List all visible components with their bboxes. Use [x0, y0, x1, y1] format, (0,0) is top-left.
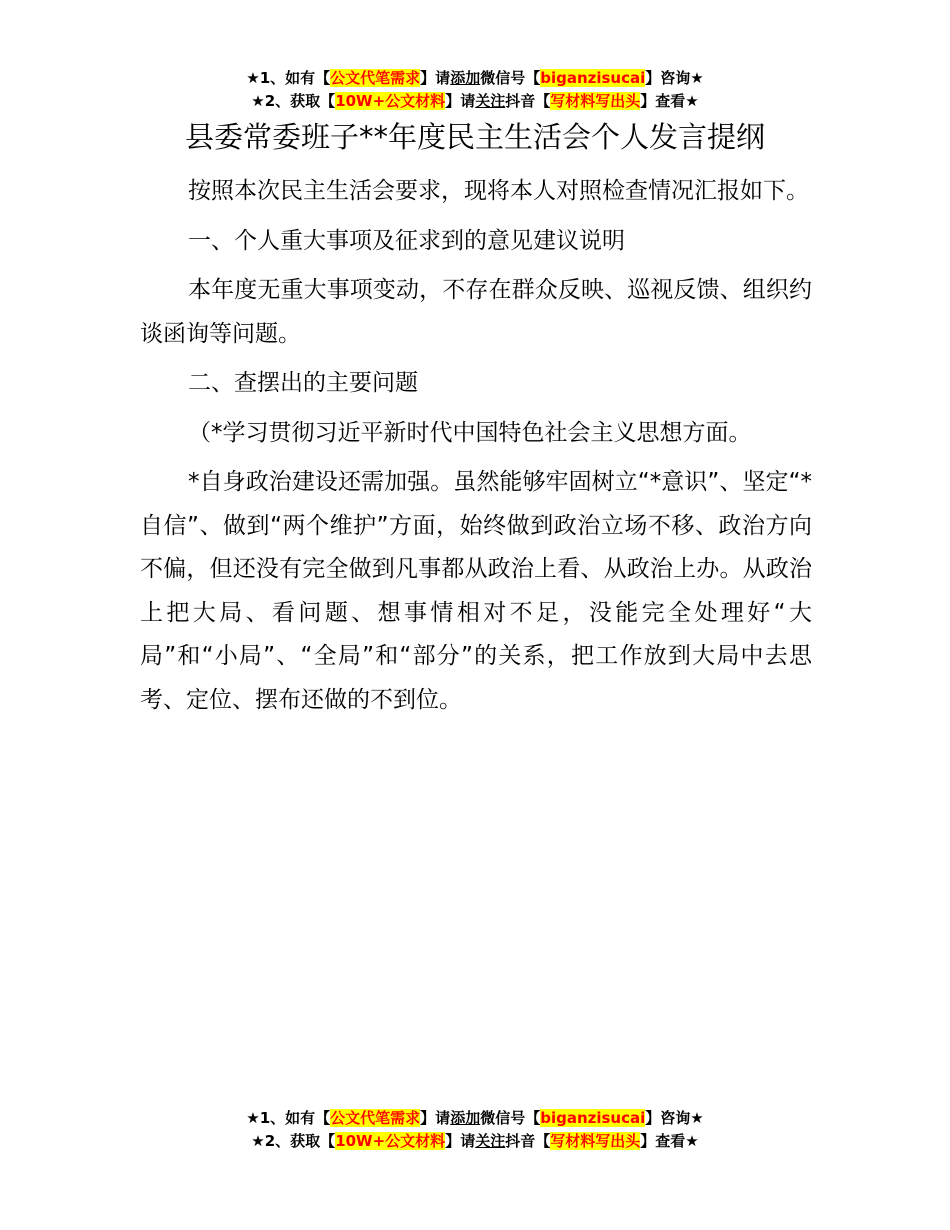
banner-highlight: 写材料写出头: [550, 1132, 641, 1150]
banner-highlight: biganzisucai: [540, 69, 646, 87]
banner-text: 】查看★: [640, 92, 699, 110]
footer-banner: [0, 1107, 950, 1153]
banner-text: ★2、获取【: [251, 1132, 336, 1150]
document-title: 县委常委班子**年度民主生活会个人发言提纲: [184, 120, 765, 154]
banner-emphasis: 关注: [475, 92, 506, 110]
paragraph-section-1: 本年度无重大事项变动，不存在群众反映、巡视反馈、组织约谈函询等问题。: [140, 277, 812, 347]
banner-line-2: [0, 90, 950, 113]
banner-text: 】请: [445, 1132, 476, 1150]
banner-highlight: biganzisucai: [540, 1109, 646, 1127]
banner-text: 微信号【: [480, 1109, 541, 1127]
document-body: [140, 170, 812, 728]
banner-line-2: [0, 1130, 950, 1153]
section-heading-2: 二、查摆出的主要问题: [188, 370, 418, 396]
banner-highlight: 公文代笔需求: [330, 1109, 421, 1127]
header-banner: [0, 67, 950, 113]
banner-text: 】请: [420, 69, 451, 87]
section-heading-1: 一、个人重大事项及征求到的意见建议说明: [188, 227, 625, 254]
banner-text: 】咨询★: [645, 1109, 704, 1127]
banner-highlight: 公文代笔需求: [330, 69, 421, 87]
banner-text: 抖音【: [505, 1132, 551, 1150]
banner-text: 】查看★: [640, 1132, 699, 1150]
banner-highlight: 10W+公文材料: [335, 92, 446, 110]
banner-text: ★1、如有【: [246, 69, 331, 87]
banner-emphasis: 添加: [450, 69, 481, 87]
banner-line-1: [0, 67, 950, 90]
banner-text: 微信号【: [480, 69, 541, 87]
banner-emphasis: 添加: [450, 1109, 481, 1127]
banner-emphasis: 关注: [475, 1132, 506, 1150]
banner-highlight: 10W+公文材料: [335, 1132, 446, 1150]
banner-text: 】请: [445, 92, 476, 110]
banner-text: ★2、获取【: [251, 92, 336, 110]
paragraph-section-2: *自身政治建设还需加强。虽然能够牢固树立“*意识”、坚定“*自信”、做到“两个维护”方面，始终做到政治立场不移、政治方向不偏，但还没有完全做到凡事都从政治上看、从政治上办。从政治上把大局、看问题、想事情相对不足，没能完全处理好“大局”和“小局”、“全局”和“部分”的关系，把工作放到大局中去思考、定位、摆布还做的不到位。: [140, 469, 812, 713]
banner-text: 】咨询★: [645, 69, 704, 87]
subsection-heading: （*学习贯彻习近平新时代中国特色社会主义思想方面。: [188, 419, 752, 446]
paragraph-intro: 按照本次民主生活会要求，现将本人对照检查情况汇报如下。: [188, 178, 809, 204]
banner-highlight: 写材料写出头: [550, 92, 641, 110]
banner-text: 】请: [420, 1109, 451, 1127]
banner-text: 抖音【: [505, 92, 551, 110]
banner-line-1: [0, 1107, 950, 1130]
banner-text: ★1、如有【: [246, 1109, 331, 1127]
